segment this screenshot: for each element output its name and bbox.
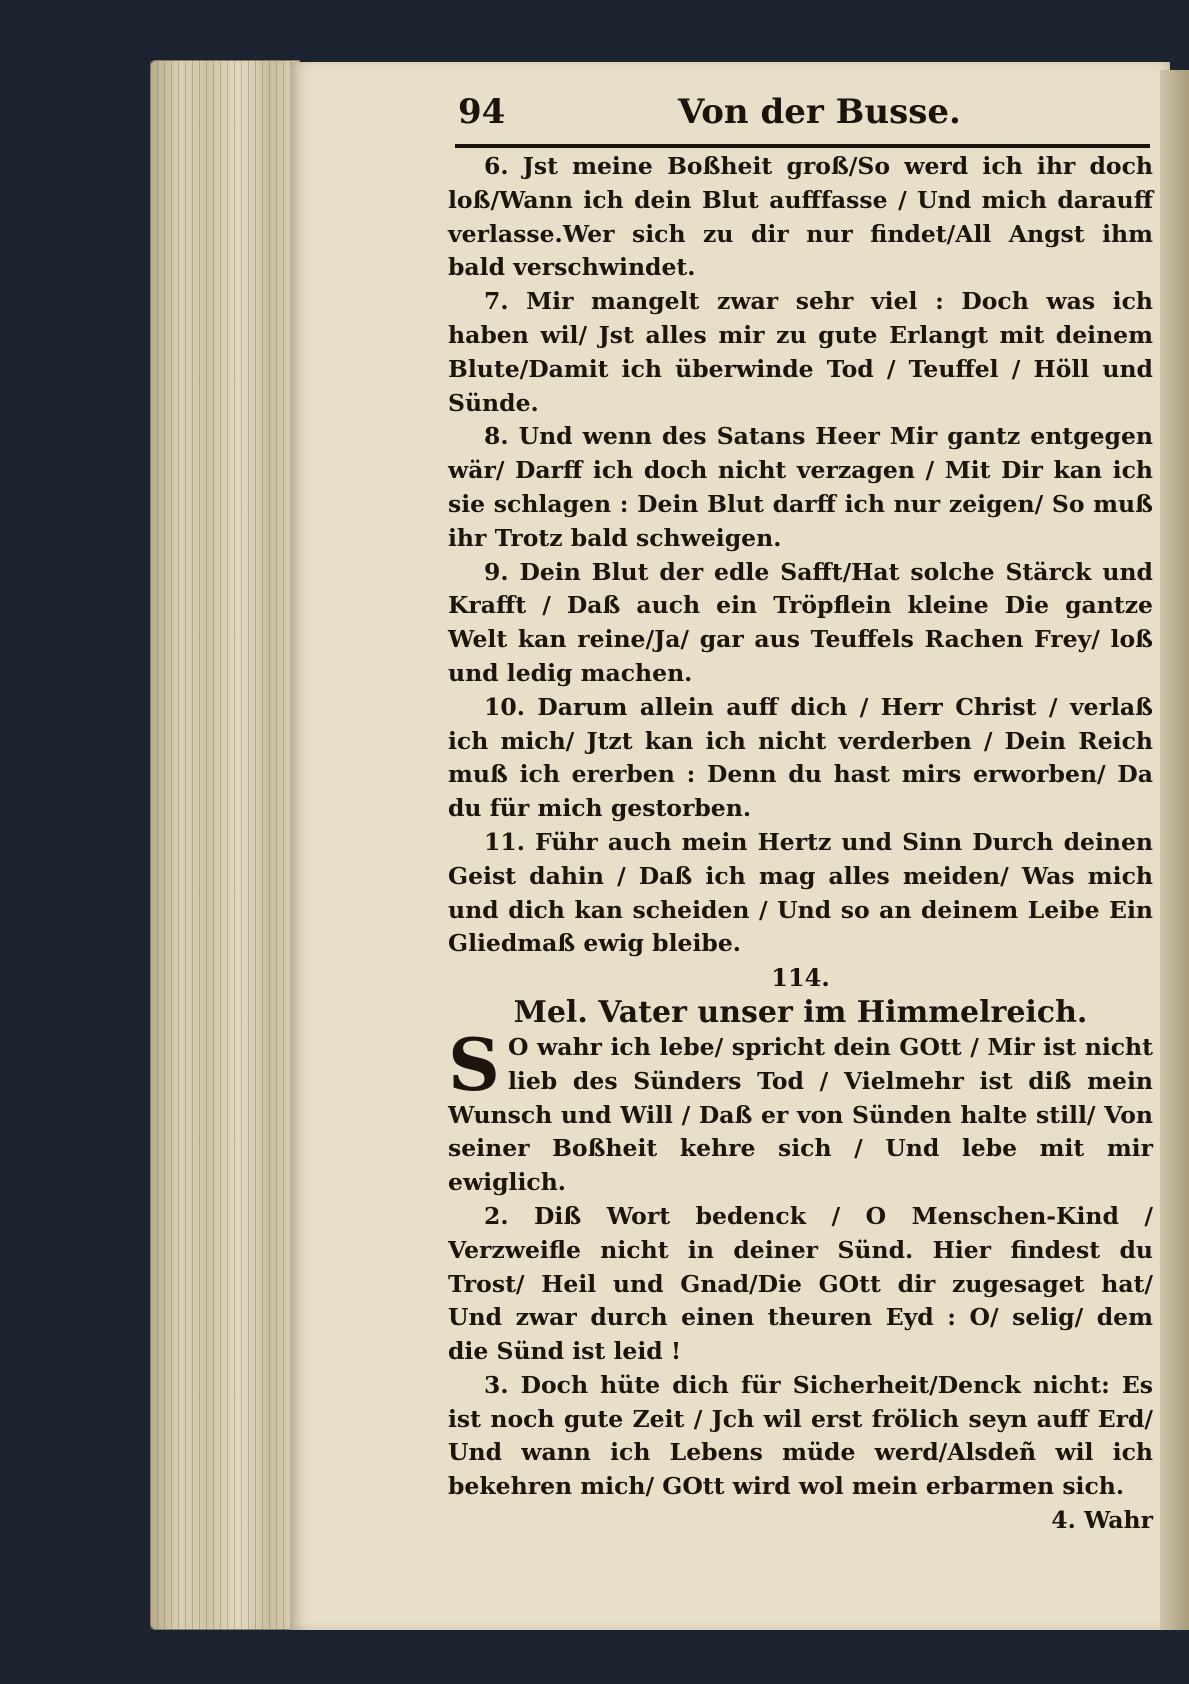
header-rule: [455, 144, 1150, 148]
page-edge-lines: [150, 60, 300, 1630]
book-gutter: [1160, 70, 1189, 1630]
verse-8: 8. Und wenn des Satans Heer Mir gantz entgegen wär/ Darff ich doch nicht verzagen / Mit Dir kan ich sie schlagen : Dein Blut darff ich nur zeigen/ So muß ihr Trotz bald schweigen.: [448, 422, 1153, 552]
hymn-first-verse: [448, 1021, 1153, 1200]
verse-10: 10. Darum allein auff dich / Herr Christ / verlaß ich mich/ Jtzt kan ich nicht verderben / Dein Reich muß ich ererben : Denn du hast mirs erworben/ Da du für mich gestorben.: [448, 692, 1153, 823]
drop-cap: S: [448, 1021, 500, 1107]
hymn-melody: Mel. Vater unser im Himmelreich.: [513, 994, 1088, 1030]
hymn-number: 114.: [771, 963, 830, 993]
page-text: [448, 150, 1153, 1538]
verse-7: 7. Mir mangelt zwar sehr viel : Doch was ich haben wil/ Jst alles mir zu gute Erlangt mit deinem Blute/Damit ich überwinde Tod / Teuffel / Höll und Sünde.: [448, 287, 1153, 417]
verse-11: 11. Führ auch mein Hertz und Sinn Durch deinen Geist dahin / Daß ich mag alles meiden/ Was mich und dich kan scheiden / Und so an deinem Leibe Ein Gliedmaß ewig bleibe.: [448, 827, 1153, 958]
catchword: 4. Wahr: [1051, 1506, 1153, 1535]
page-header: [458, 92, 1158, 142]
verse-6: 6. Jst meine Boßheit groß/So werd ich ihr doch loß/Wann ich dein Blut aufffasse / Und mich darauff verlasse.Wer sich zu dir nur findet/All Angst ihm bald verschwindet.: [448, 152, 1153, 282]
book-page-edges: [150, 60, 300, 1630]
hymn-verse-3: 3. Doch hüte dich für Sicherheit/Denck nicht: Es ist noch gute Zeit / Jch wil erst frölich seyn auff Erd/ Und wann ich Lebens müde werd/Alsdeñ wil ich bekehren mich/ GOtt wird wol mein erbarmen sich.: [448, 1370, 1153, 1501]
hymn-first-verse-text: O wahr ich lebe/ spricht dein GOtt / Mir ist nicht lieb des Sünders Tod / Vielmehr ist diß mein Wunsch und Will / Daß er von Sünden halte still/ Von seiner Boßheit kehre sich / Und lebe mit mir ewiglich.: [448, 1032, 1153, 1197]
page-number: 94: [458, 92, 506, 132]
running-head: Von der Busse.: [678, 92, 961, 132]
verse-9: 9. Dein Blut der edle Safft/Hat solche Stärck und Krafft / Daß auch ein Tröpflein kleine Die gantze Welt kan reine/Ja/ gar aus Teuffels Rachen Frey/ loß und ledig machen.: [448, 557, 1153, 687]
hymn-verse-2: 2. Diß Wort bedenck / O Menschen-Kind / Verzweifle nicht in deiner Sünd. Hier findest du Trost/ Heil und Gnad/Die GOtt dir zugesaget hat/ Und zwar durch einen theuren Eyd : O/ selig/ dem die Sünd ist leid !: [448, 1201, 1153, 1366]
